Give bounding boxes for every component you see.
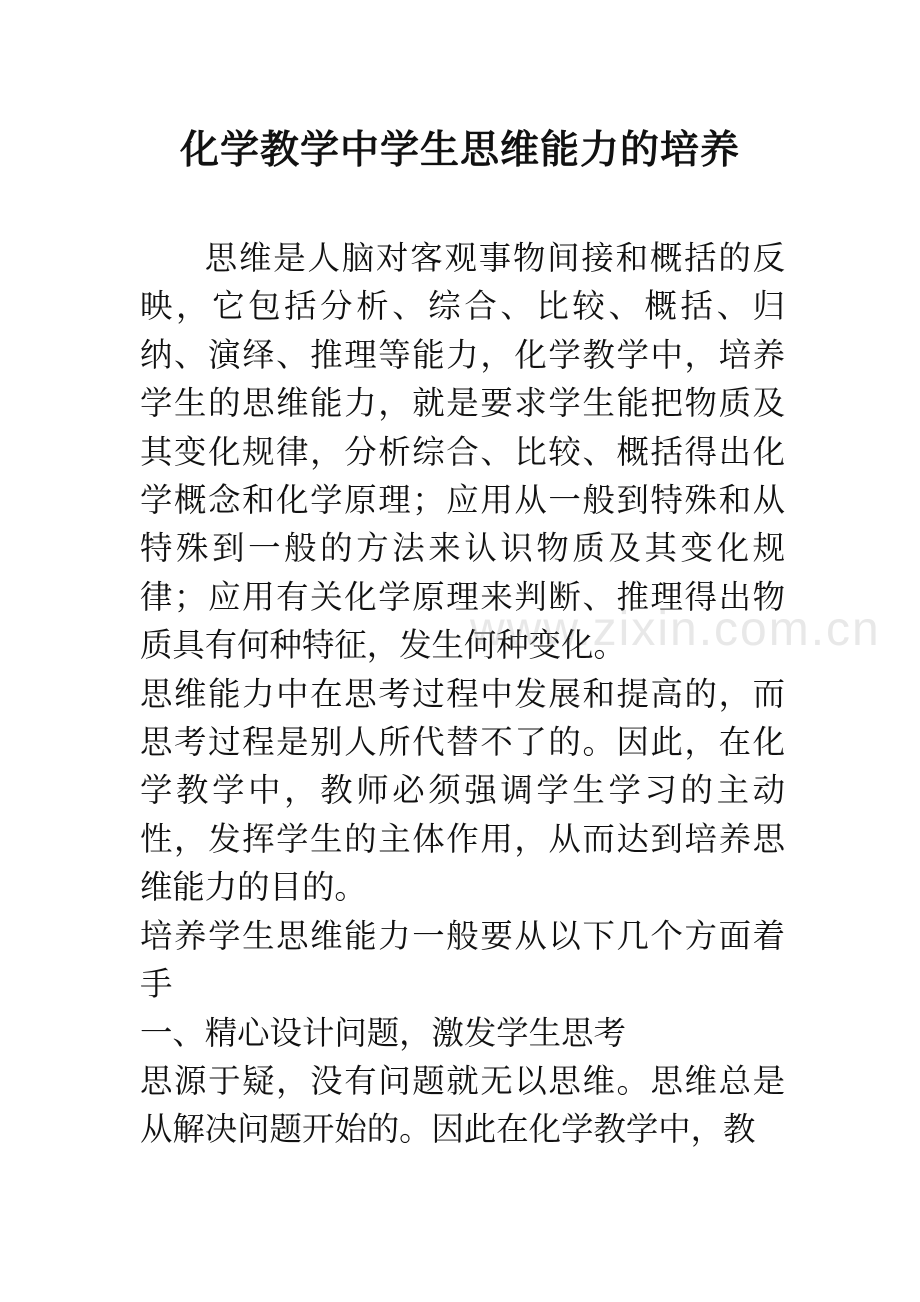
- paragraph-doubt: 思源于疑，没有问题就无以思维。思维总是从解决问题开始的。因此在化学教学中，教: [140, 1061, 785, 1149]
- paragraph-aspects: 培养学生思维能力一般要从以下几个方面着手: [140, 916, 785, 1004]
- section-heading-1: 一、精心设计问题，激发学生思考: [140, 1013, 626, 1052]
- paragraph-thinking-process: 思维能力中在思考过程中发展和提高的，而思考过程是别人所代替不了的。因此，在化学教学中，教师必须强调学生学习的主动性，发挥学生的主体作用，从而达到培养思维能力的目的。: [140, 674, 785, 907]
- document-title: 化学教学中学生思维能力的培养: [179, 127, 740, 173]
- document-body: [140, 234, 785, 1154]
- paragraph-intro: 思维是人脑对客观事物间接和概括的反映，它包括分析、综合、比较、概括、归纳、演绎、推理等能力，化学教学中，培养学生的思维能力，就是要求学生能把物质及其变化规律，分析综合、比较、概括得出化学概念和化学原理；应用从一般到特殊和从特殊到一般的方法来认识物质及其变化规律；应用有关化学原理来判断、推理得出物质具有何种特征，发生何种变化。: [140, 239, 785, 665]
- watermark: www.zixin.com.cn: [470, 603, 881, 656]
